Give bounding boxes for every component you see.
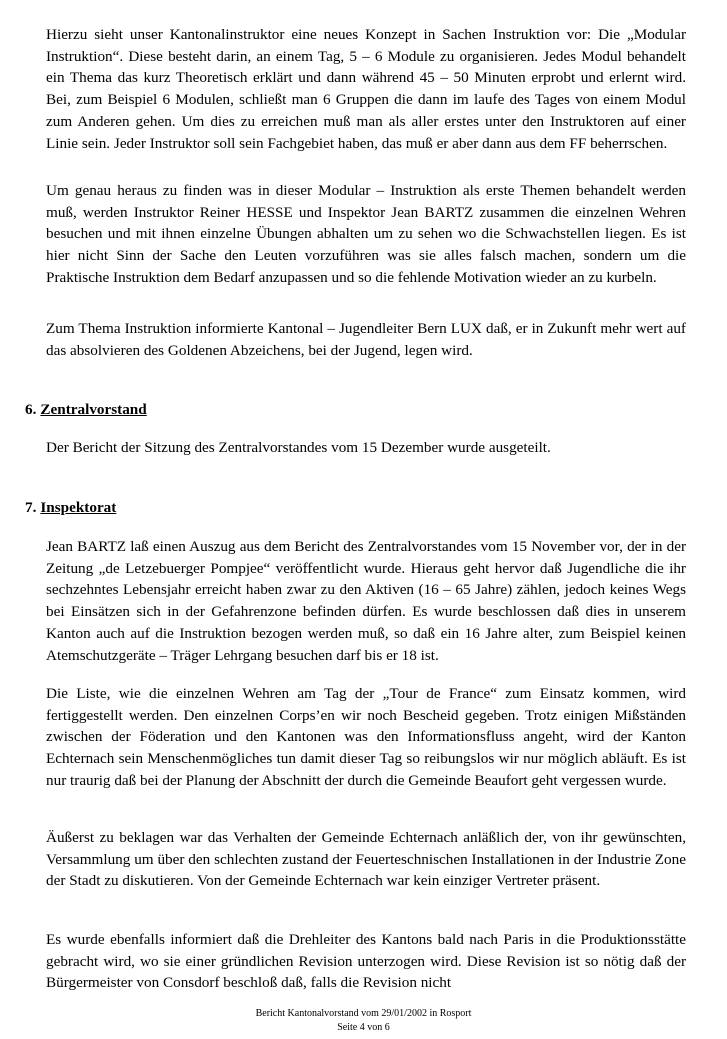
page-footer-title: Bericht Kantonalvorstand vom 29/01/2002 in Rosport — [255, 1008, 472, 1019]
section-heading-zentralvorstand — [25, 400, 147, 420]
paragraph-schwachstellen: Um genau heraus zu finden was in dieser Modular – Instruktion als erste Themen behandelt werden muß, werden Instruktor Reiner HESSE und Inspektor Jean BARTZ zusammen die einzelnen Wehren besuchen und mit ihnen einzelne Übungen abhalten um zu sehen wo die Schwachstellen liegen. Es ist hier nicht Sinn der Sache den Leuten vorzuführen was sie alles falsch machen, sondern um die Praktische Instruktion dem Bedarf anzupassen und so die fehlende Motivation wieder an zu kurbeln. — [46, 182, 686, 286]
paragraph-modular-instruktion: Hierzu sieht unser Kantonalinstruktor eine neues Konzept in Sachen Instruktion vor: Die „Modular Instruktion“. Diese besteht darin, an einem Tag, 5 – 6 Module zu organisieren. Jedes Modul behandelt ein Thema das kurz Theoretisch erklärt und dann während 45 – 50 Minuten erprobt und erlernt wird. Bei, zum Beispiel 6 Modulen, schließt man 6 Gruppen die dann im laufe des Tages von einem Modul zum Anderen gehen. Um dies zu erreichen muß man als aller erstes unter den Instruktoren auf einer Linie sein. Jeder Instruktor soll sein Fachgebiet haben, das muß er aber dann aus dem FF beherrschen. — [46, 26, 686, 152]
section-number: 6. — [25, 401, 37, 418]
paragraph-zentralvorstand-bericht: Der Bericht der Sitzung des Zentralvorstandes vom 15 Dezember wurde ausgeteilt. — [46, 439, 551, 456]
section-title: Inspektorat — [40, 499, 117, 516]
paragraph-jugendleiter: Zum Thema Instruktion informierte Kantonal – Jugendleiter Bern LUX daß, er in Zukunft mehr wert auf das absolvieren des Goldenen Abzeichens, bei der Jugend, legen wird. — [46, 320, 686, 359]
paragraph-gemeinde-echternach: Äußerst zu beklagen war das Verhalten der Gemeinde Echternach anläßlich der, von ihr gewünschten, Versammlung um über den schlechten zustand der Feuerteschnischen Installationen in der Industrie Zone der Stadt zu diskutieren. Von der Gemeinde Echternach war kein einziger Vertreter präsent. — [46, 829, 686, 890]
page-number: Seite 4 von 6 — [337, 1022, 390, 1033]
section-heading-inspektorat — [25, 498, 116, 518]
paragraph-drehleiter: Es wurde ebenfalls informiert daß die Drehleiter des Kantons bald nach Paris in die Produktionsstätte gebracht wird, wo sie einer gründlichen Revision unterzogen wird. Diese Revision ist so nötig daß der Bürgermeister von Consdorf beschloß daß, falls die Revision nicht — [46, 931, 686, 992]
paragraph-jean-bartz-auszug: Jean BARTZ laß einen Auszug aus dem Bericht des Zentralvorstandes vom 15 November vor, der in der Zeitung „de Letzebuerger Pompjee“ veröffentlicht wurde. Hieraus geht hervor daß Jugendliche die ihr sechzehntes Lebensjahr erreicht haben zwar zu den Aktiven (16 – 65 Jahre) zählen, jedoch keines Wegs bei Einsätzen sich in der Gefahrenzone befinden dürfen. Es wurde beschlossen daß dies in unserem Kanton auch auf die Instruktion bezogen werden muß, so daß ein 16 Jahre alter, zum Beispiel keinen Atemschutzgeräte – Träger Lehrgang besuchen darf bis er 18 ist. — [46, 538, 686, 664]
section-number: 7. — [25, 499, 37, 516]
section-title: Zentralvorstand — [40, 401, 147, 418]
paragraph-tour-de-france: Die Liste, wie die einzelnen Wehren am Tag der „Tour de France“ zum Einsatz kommen, wird fertiggestellt werden. Den einzelnen Corps’en wir noch Bescheid gegeben. Trotz einigen Mißständen zwischen der Föderation und den Kantonen was den Informationsfluss angeht, wird der Kanton Echternach sein Menschenmögliches tun damit dieser Tag so reibungslos wir nur möglich abläuft. Es ist nur traurig daß bei der Planung der Abschnitt der durch die Gemeinde Beaufort geht vergessen wurde. — [46, 685, 686, 789]
